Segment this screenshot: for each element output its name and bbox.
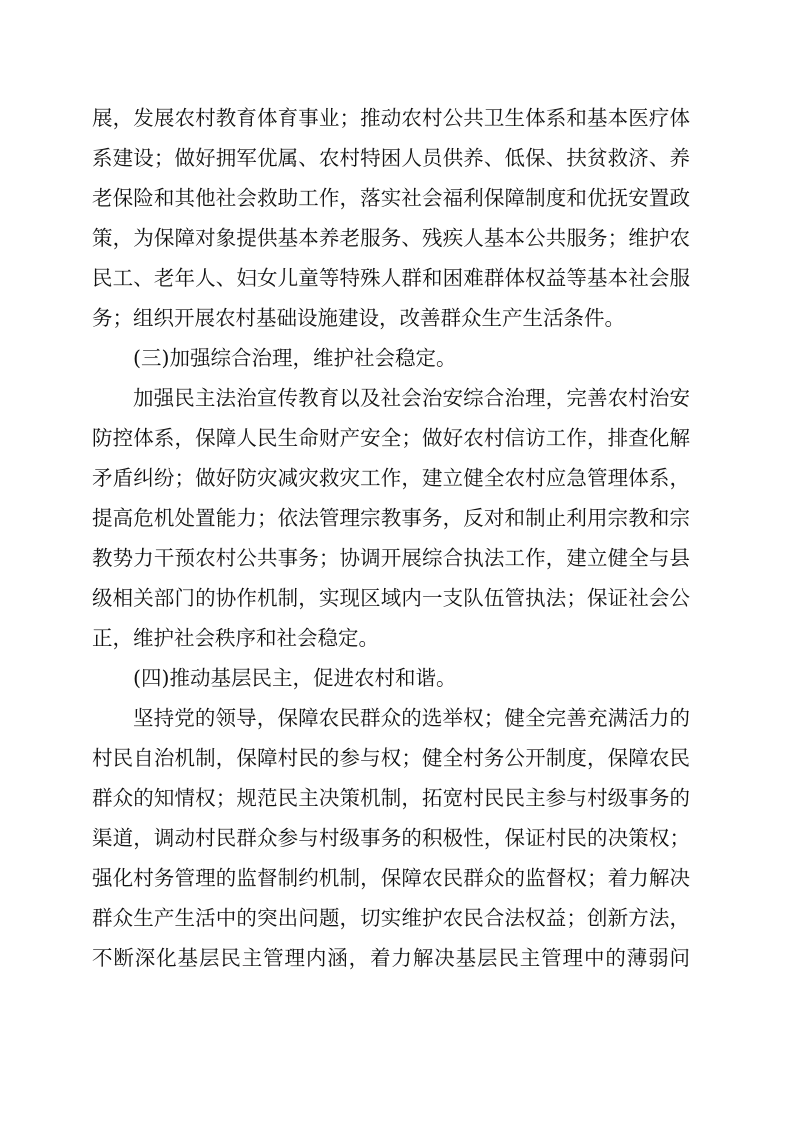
text-line: 群众的知情权；规范民主决策机制，拓宽村民民主参与村级事务的 — [92, 786, 690, 810]
text-line: 级相关部门的协作机制，实现区域内一支队伍管执法；保证社会公 — [92, 586, 690, 610]
text-line: 教势力干预农村公共事务；协调开展综合执法工作，建立健全与县 — [92, 546, 690, 570]
text-line: 渠道，调动村民群众参与村级事务的积极性，保证村民的决策权； — [92, 826, 690, 850]
text-line: 策，为保障对象提供基本养老服务、残疾人基本公共服务；维护农 — [92, 226, 690, 250]
text-line: 加强民主法治宣传教育以及社会治安综合治理，完善农村治安 — [133, 386, 690, 410]
text-line: (四)推动基层民主，促进农村和谐。 — [133, 666, 457, 690]
text-line: 老保险和其他社会救助工作，落实社会福利保障制度和优抚安置政 — [92, 186, 690, 210]
text-line: (三)加强综合治理，维护社会稳定。 — [133, 346, 457, 370]
text-line: 务；组织开展农村基础设施建设，改善群众生产生活条件。 — [92, 306, 625, 330]
text-line: 展，发展农村教育体育事业；推动农村公共卫生体系和基本医疗体 — [92, 106, 690, 130]
text-line: 坚持党的领导，保障农民群众的选举权；健全完善充满活力的 — [133, 706, 690, 730]
document-text-block — [92, 98, 690, 978]
text-line: 系建设；做好拥军优属、农村特困人员供养、低保、扶贫救济、养 — [92, 146, 690, 170]
text-line: 防控体系，保障人民生命财产安全；做好农村信访工作，排查化解 — [92, 426, 690, 450]
text-line: 群众生产生活中的突出问题，切实维护农民合法权益；创新方法， — [92, 906, 690, 930]
text-line: 正，维护社会秩序和社会稳定。 — [92, 626, 379, 650]
text-line: 村民自治机制，保障村民的参与权；健全村务公开制度，保障农民 — [92, 746, 690, 770]
text-line: 提高危机处置能力；依法管理宗教事务，反对和制止利用宗教和宗 — [92, 506, 690, 530]
text-line: 民工、老年人、妇女儿童等特殊人群和困难群体权益等基本社会服 — [92, 266, 690, 290]
text-line: 不断深化基层民主管理内涵，着力解决基层民主管理中的薄弱问 — [92, 946, 690, 970]
text-line: 强化村务管理的监督制约机制，保障农民群众的监督权；着力解决 — [92, 866, 690, 890]
text-line: 矛盾纠纷；做好防灾减灾救灾工作，建立健全农村应急管理体系， — [92, 466, 690, 490]
